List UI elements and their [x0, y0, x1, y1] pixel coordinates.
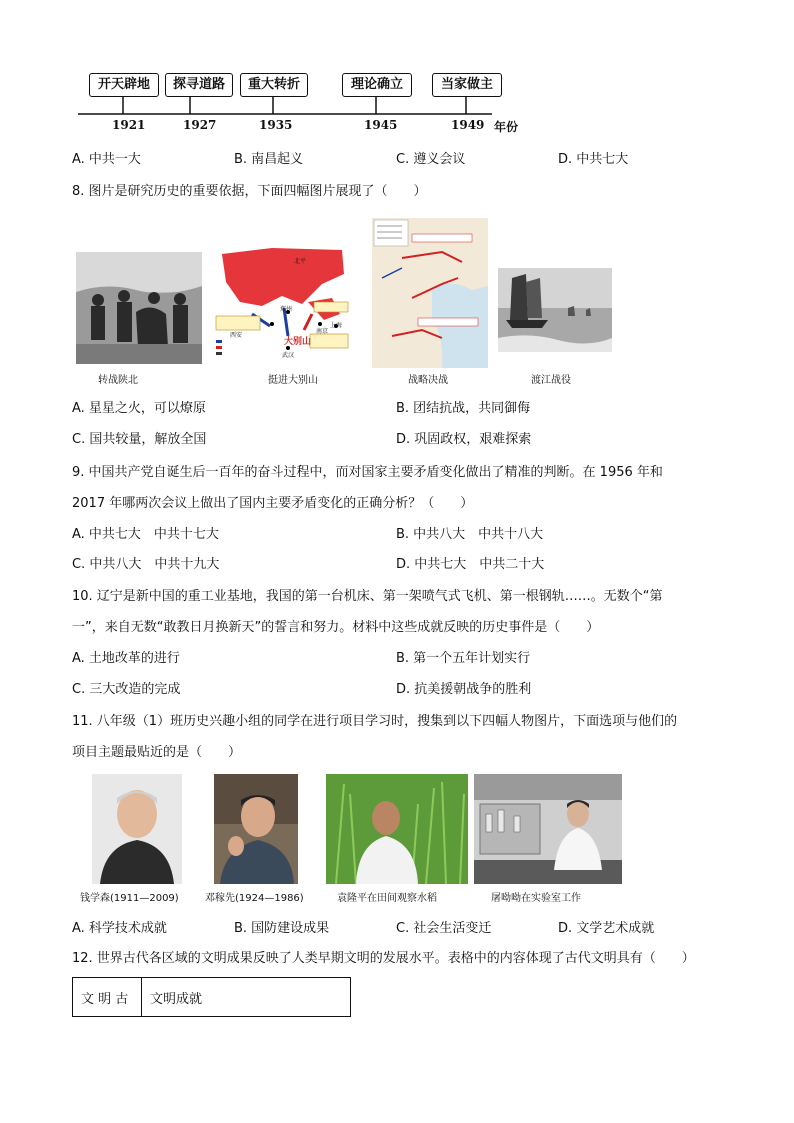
timeline-year: 1949: [451, 118, 485, 132]
timeline-axis-label: 年份: [494, 120, 519, 134]
q7-option-c[interactable]: C. 遵义会议: [396, 152, 466, 167]
q7-option-d[interactable]: D. 中共七大: [558, 152, 629, 167]
q11-photo-dengjiaxian: [214, 774, 298, 884]
q8-map-dabieshan: [212, 244, 352, 366]
timeline-stage: 探寻道路: [165, 73, 233, 97]
q8-caption: 转战陕北: [98, 375, 138, 386]
table-header-cell: 文明成就: [142, 978, 351, 1017]
photo-image: [76, 252, 202, 364]
q8-option-d[interactable]: D. 巩固政权，艰难探索: [396, 432, 532, 447]
timeline-year: 1935: [259, 118, 293, 132]
timeline-stage: 开天辟地: [89, 73, 159, 97]
q9-option-d[interactable]: D. 中共七大 中共二十大: [396, 557, 545, 572]
q8-option-a[interactable]: A. 星星之火，可以燎原: [72, 401, 206, 416]
map-label-shanghai: 上海: [330, 322, 343, 329]
q10-option-c[interactable]: C. 三大改造的完成: [72, 682, 181, 697]
q9-option-c[interactable]: C. 中共八大 中共十九大: [72, 557, 220, 572]
map-image: [372, 218, 488, 368]
q7-option-b[interactable]: B. 南昌起义: [234, 152, 304, 167]
q12-table: [72, 977, 351, 1017]
q9-stem-line2: 2017 年哪两次会议上做出了国内主要矛盾变化的正确分析？（ ）: [72, 496, 474, 511]
timeline-stage: 理论确立: [342, 73, 412, 97]
map-label-nanjing: 南京: [316, 328, 329, 335]
q8-photo-zhuanzhan: [76, 252, 202, 364]
q11-caption: 钱学森(1911—2009): [80, 893, 179, 904]
q11-caption: 屠呦呦在实验室工作: [491, 893, 581, 904]
q10-option-d[interactable]: D. 抗美援朝战争的胜利: [396, 682, 532, 697]
q11-option-a[interactable]: A. 科学技术成就: [72, 921, 167, 936]
q10-option-a[interactable]: A. 土地改革的进行: [72, 651, 180, 666]
timeline-stage: 重大转折: [240, 73, 308, 97]
photo-image: [474, 774, 622, 884]
q9-option-a[interactable]: A. 中共七大 中共十七大: [72, 527, 219, 542]
q8-photo-dujiang: [498, 268, 612, 352]
q11-photo-yuanlongping: [326, 774, 468, 884]
q8-stem: 8. 图片是研究历史的重要依据，下面四幅图片展现了（ ）: [72, 184, 427, 199]
q11-caption: 袁隆平在田间观察水稻: [337, 893, 437, 904]
q8-option-b[interactable]: B. 团结抗战，共同御侮: [396, 401, 531, 416]
q11-option-d[interactable]: D. 文学艺术成就: [558, 921, 655, 936]
q8-option-c[interactable]: C. 国共较量，解放全国: [72, 432, 207, 447]
timeline-year: 1945: [364, 118, 398, 132]
q8-caption: 渡江战役: [531, 375, 571, 386]
q8-map-zhanlue: [372, 218, 488, 368]
timeline-year: 1921: [112, 118, 146, 132]
q7-option-a[interactable]: A. 中共一大: [72, 152, 141, 167]
photo-image: [498, 268, 612, 352]
q8-caption: 战略决战: [408, 375, 448, 386]
timeline-year: 1927: [183, 118, 217, 132]
table-header-cell: 文 明 古: [73, 978, 142, 1017]
q11-option-b[interactable]: B. 国防建设成果: [234, 921, 330, 936]
q11-photo-tuyouyou: [474, 774, 622, 884]
q11-stem-line1: 11. 八年级（1）班历史兴趣小组的同学在进行项目学习时，搜集到以下四幅人物图片，下面选项与他们的: [72, 714, 678, 729]
portrait-image: [214, 774, 298, 884]
table-row: [73, 978, 351, 1017]
q8-caption: 挺进大别山: [268, 375, 318, 386]
portrait-image: [92, 774, 182, 884]
q9-stem-line1: 9. 中国共产党自诞生后一百年的奋斗过程中，而对国家主要矛盾变化做出了精准的判断。在 1956 年和: [72, 465, 663, 480]
q11-photo-qianxuesen: [92, 774, 182, 884]
map-label-xian: 西安: [230, 332, 243, 339]
map-label-beiping: 北平: [294, 258, 307, 265]
map-label-dabieshan: 大别山: [284, 337, 312, 347]
q10-option-b[interactable]: B. 第一个五年计划实行: [396, 651, 531, 666]
q10-stem-line2: 一”，来自无数“敢教日月换新天”的誓言和努力。材料中这些成就反映的历史事件是（ ）: [72, 620, 600, 635]
timeline-stage: 当家做主: [432, 73, 502, 97]
map-label-wuhan: 武汉: [282, 352, 295, 359]
q11-stem-line2: 项目主题最贴近的是（ ）: [72, 745, 242, 760]
q9-option-b[interactable]: B. 中共八大 中共十八大: [396, 527, 544, 542]
q10-stem-line1: 10. 辽宁是新中国的重工业基地，我国的第一台机床、第一架喷气式飞机、第一根钢轨……。无数个“第: [72, 589, 663, 604]
q12-stem: 12. 世界古代各区域的文明成果反映了人类早期文明的发展水平。表格中的内容体现了古代文明具有（ ）: [72, 951, 695, 966]
photo-image: [326, 774, 468, 884]
q11-caption: 邓稼先(1924—1986): [205, 893, 304, 904]
map-label-zhengzhou: 郑州: [280, 306, 293, 313]
q11-option-c[interactable]: C. 社会生活变迁: [396, 921, 492, 936]
